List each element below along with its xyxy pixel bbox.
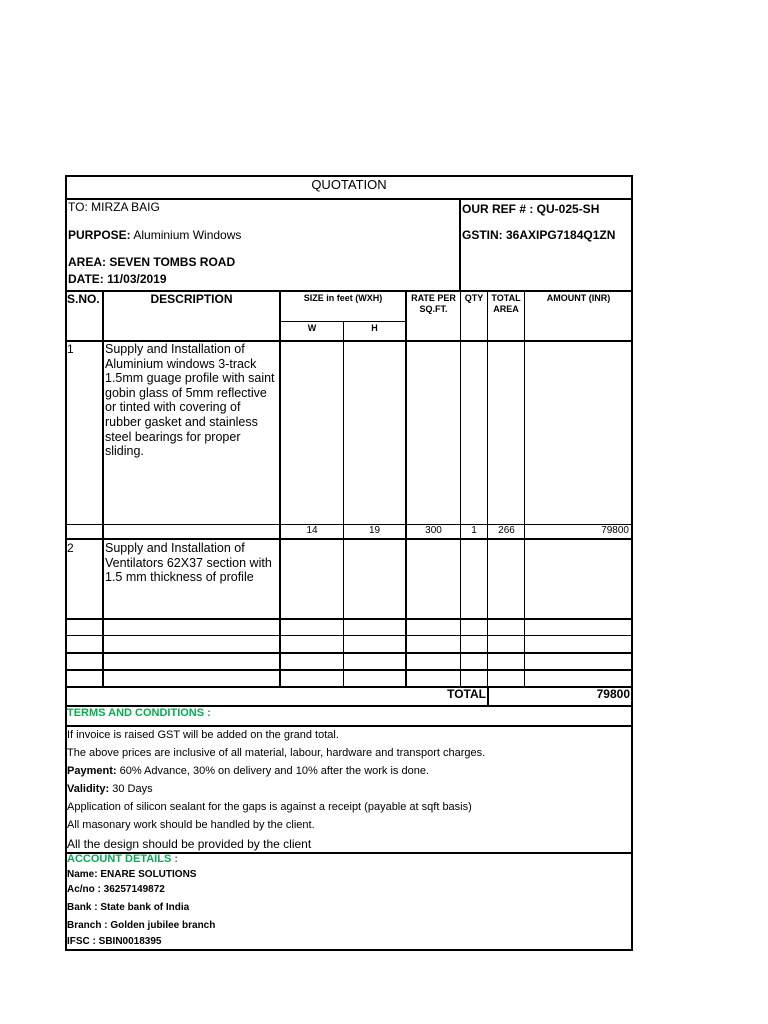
empty-row-line-1 bbox=[65, 618, 633, 620]
item-1-total-area: 266 bbox=[498, 525, 515, 536]
item-1-description: Supply and Installation of Aluminium windows 3-track 1.5mm guage profile with saint gobin glass of 5mm reflective or tinted with covering of rubber gasket and stainless steel bearings for proper sliding. bbox=[105, 342, 275, 459]
terms-heading-bottom bbox=[65, 725, 633, 727]
header-description: DESCRIPTION bbox=[150, 292, 233, 306]
account-bank: Bank : State bank of India bbox=[67, 902, 190, 913]
date-value: 11/03/2019 bbox=[107, 272, 167, 286]
to-label: TO: bbox=[68, 200, 88, 214]
header-sno: S.NO. bbox=[67, 292, 100, 306]
total-label: TOTAL bbox=[447, 687, 486, 701]
payment-label: Payment: bbox=[67, 765, 117, 777]
item-1-rate: 300 bbox=[425, 525, 442, 536]
header-total-area: TOTAL AREA bbox=[491, 293, 521, 314]
col-line-qty bbox=[487, 290, 488, 688]
area-label: AREA: bbox=[68, 255, 106, 269]
item-1-sno: 1 bbox=[67, 342, 74, 356]
col-line-h bbox=[405, 290, 407, 688]
to-value: MIRZA BAIG bbox=[91, 200, 160, 214]
col-line-area bbox=[524, 290, 525, 688]
terms-design-note: All the design should be provided by the client bbox=[67, 837, 312, 851]
account-heading: ACCOUNT DETAILS : bbox=[67, 853, 179, 865]
total-value: 79800 bbox=[596, 687, 630, 701]
area-line bbox=[68, 255, 235, 269]
validity-value: 30 Days bbox=[112, 783, 153, 795]
quotation-title: QUOTATION bbox=[311, 177, 387, 192]
size-subheader-line bbox=[279, 321, 406, 322]
total-divider bbox=[487, 686, 489, 706]
purpose-value: Aluminium Windows bbox=[133, 228, 242, 242]
account-number: Ac/no : 36257149872 bbox=[67, 884, 165, 895]
border-bottom bbox=[65, 949, 633, 951]
item-1-qty: 1 bbox=[471, 525, 477, 536]
gstin: GSTIN: 36AXIPG7184Q1ZN bbox=[462, 228, 616, 242]
terms-line-2: The above prices are inclusive of all material, labour, hardware and transport charges. bbox=[67, 747, 486, 759]
empty-row-line-4 bbox=[65, 669, 633, 671]
account-branch: Branch : Golden jubilee branch bbox=[67, 920, 216, 931]
header-qty: QTY bbox=[464, 293, 484, 303]
item-1-amount: 79800 bbox=[601, 525, 629, 536]
col-line-desc bbox=[279, 290, 281, 688]
item-2-sno: 2 bbox=[67, 541, 74, 555]
terms-line-3: Application of silicon sealant for the gaps is against a receipt (payable at sqft basis) bbox=[67, 801, 472, 813]
header-size: SIZE in feet (WXH) bbox=[303, 293, 383, 303]
our-ref: OUR REF # : QU-025-SH bbox=[462, 202, 600, 216]
quotation-document bbox=[65, 175, 633, 951]
item-2-description: Supply and Installation of Ventilators 62X37 section with 1.5 mm thickness of profile bbox=[105, 541, 272, 585]
col-line-rate bbox=[460, 290, 461, 688]
header-w: W bbox=[307, 323, 317, 333]
area-value: SEVEN TOMBS ROAD bbox=[109, 255, 236, 269]
item-1-h: 19 bbox=[368, 525, 381, 536]
empty-row-line-3 bbox=[65, 652, 633, 654]
header-h: H bbox=[371, 323, 378, 333]
terms-heading: TERMS AND CONDITIONS : bbox=[67, 707, 211, 719]
terms-validity bbox=[67, 783, 153, 796]
item-1-bottom bbox=[65, 538, 633, 540]
header-rate: RATE PER SQ.FT. bbox=[411, 293, 456, 314]
to-line bbox=[68, 200, 160, 214]
item-1-w: 14 bbox=[306, 525, 318, 536]
col-line-w bbox=[343, 321, 344, 688]
account-name: Name: ENARE SOLUTIONS bbox=[67, 869, 197, 880]
date-label: DATE: bbox=[68, 272, 104, 286]
header-col-divider bbox=[459, 198, 461, 292]
payment-value: 60% Advance, 30% on delivery and 10% after the work is done. bbox=[119, 765, 430, 777]
purpose-line bbox=[68, 228, 241, 242]
account-ifsc: IFSC : SBIN0018395 bbox=[67, 936, 162, 947]
col-line-sno bbox=[102, 290, 104, 688]
validity-label: Validity: bbox=[67, 783, 110, 795]
terms-line-1: If invoice is raised GST will be added on the grand total. bbox=[67, 729, 339, 741]
terms-payment bbox=[67, 765, 429, 778]
purpose-label: PURPOSE: bbox=[68, 228, 131, 242]
header-amount: AMOUNT (INR) bbox=[546, 293, 611, 303]
date-line bbox=[68, 272, 167, 286]
empty-row-line-2 bbox=[65, 635, 633, 636]
terms-line-4: All masonary work should be handled by the client. bbox=[67, 819, 315, 831]
